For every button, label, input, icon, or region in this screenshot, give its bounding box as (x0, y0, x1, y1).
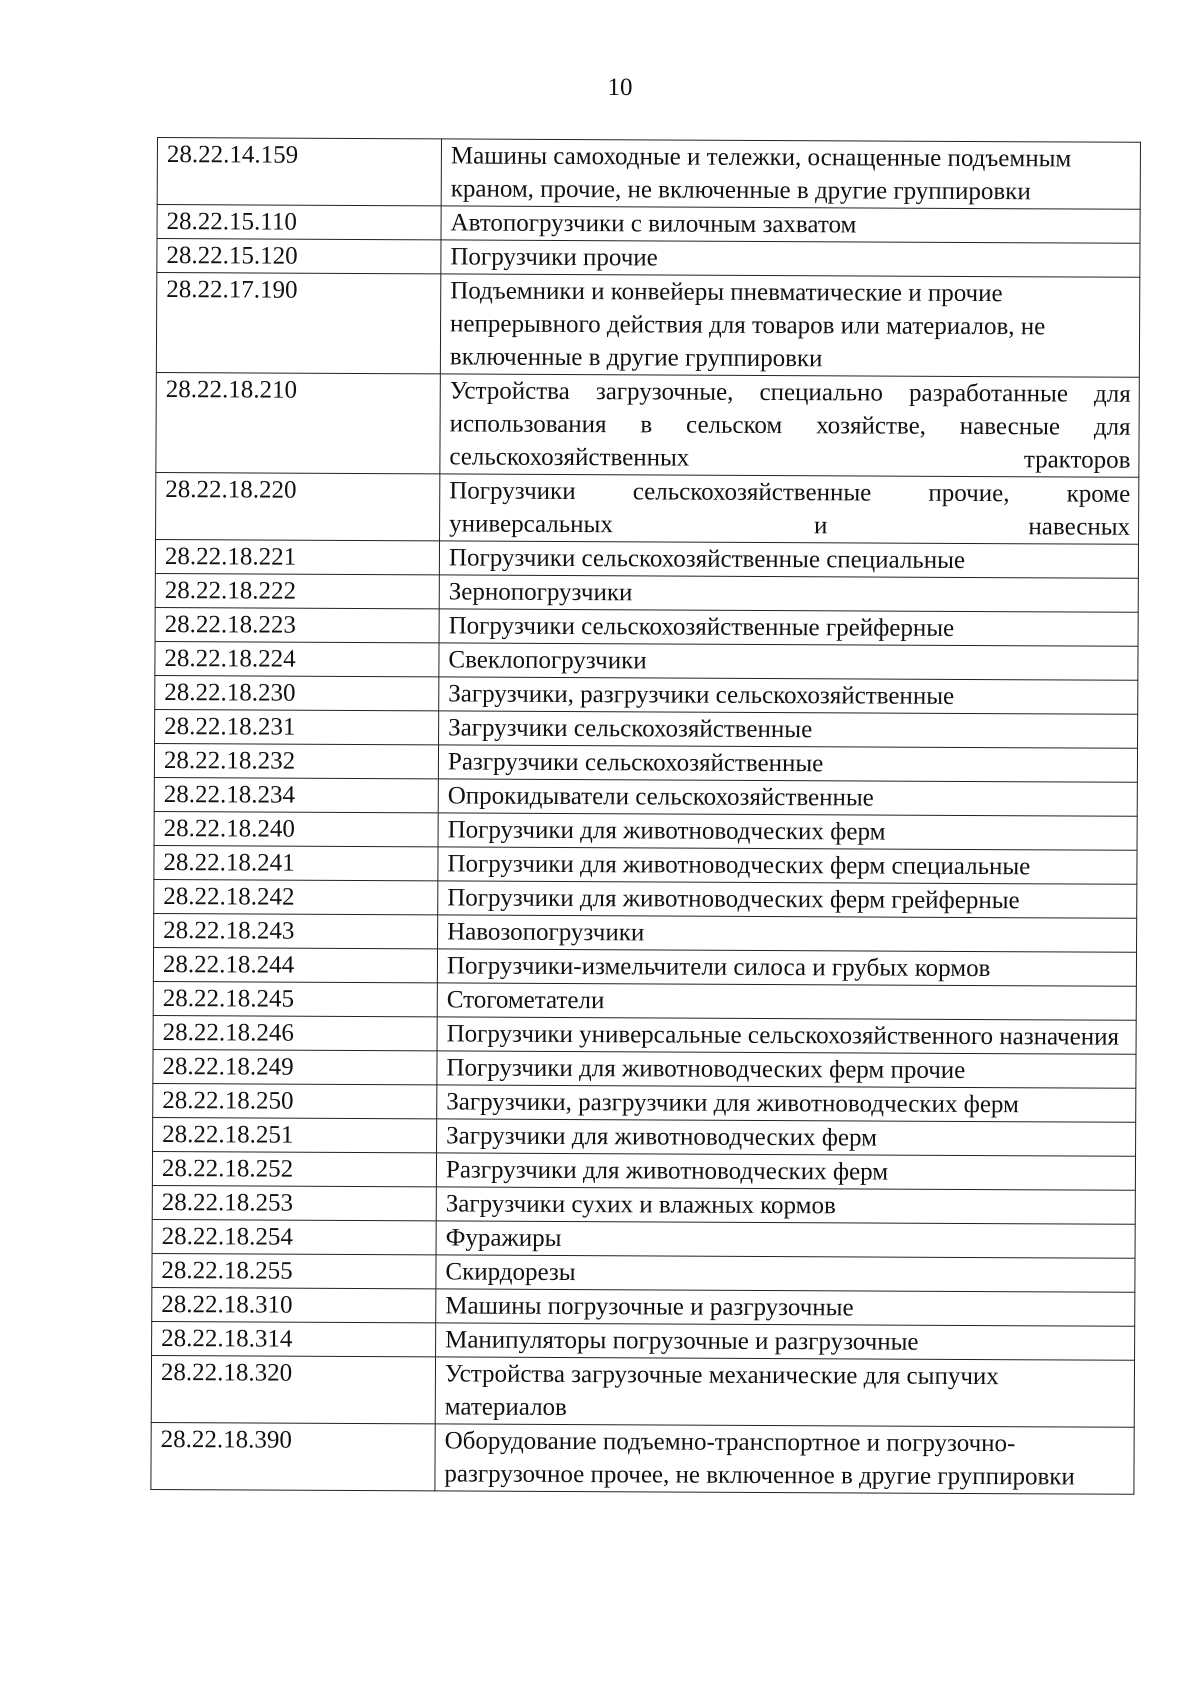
name-cell: Скирдорезы (436, 1255, 1135, 1292)
code-cell: 28.22.18.232 (154, 743, 438, 778)
table-row (154, 743, 1137, 782)
name-cell: Разгрузчики сельскохозяйственные (438, 745, 1137, 782)
table-row (154, 913, 1137, 952)
table-row (154, 845, 1137, 884)
code-cell: 28.22.18.314 (152, 1321, 436, 1356)
table-row (154, 879, 1137, 918)
name-cell: Подъемники и конвейеры пневматические и прочие непрерывного действия для товаров или материалов, не включенные в другие группировки (440, 274, 1139, 377)
table-row (157, 205, 1140, 244)
name-cell: Фуражиры (436, 1221, 1135, 1258)
name-cell: Загрузчики, разгрузчики для животноводческих ферм (437, 1085, 1136, 1122)
code-cell: 28.22.18.244 (153, 947, 437, 982)
table-row (157, 138, 1140, 210)
table-row (154, 811, 1137, 850)
name-cell: Погрузчики для животноводческих ферм специальные (438, 847, 1137, 884)
code-cell: 28.22.18.253 (152, 1185, 436, 1220)
code-cell: 28.22.18.231 (155, 709, 439, 744)
table-row (155, 675, 1138, 714)
code-cell: 28.22.18.254 (152, 1219, 436, 1254)
code-cell: 28.22.18.249 (153, 1049, 437, 1084)
name-cell: Устройства загрузочные, специально разработанные для использования в сельском хозяйстве, навесные для сельскохозяйственных тракторов (440, 374, 1139, 477)
name-cell: Погрузчики для животноводческих ферм прочие (437, 1051, 1136, 1088)
name-cell: Манипуляторы погрузочные и разгрузочные (436, 1323, 1135, 1360)
table-row (153, 1083, 1136, 1122)
name-cell: Машины погрузочные и разгрузочные (436, 1289, 1135, 1326)
code-cell: 28.22.18.221 (155, 539, 439, 574)
table-row (152, 1151, 1135, 1190)
name-cell: Автопогрузчики с вилочным захватом (441, 206, 1140, 243)
code-cell: 28.22.18.320 (151, 1355, 435, 1423)
table-row (152, 1287, 1135, 1326)
table-row (153, 1049, 1136, 1088)
code-cell: 28.22.18.223 (155, 607, 439, 642)
page-number: 10 (607, 74, 633, 101)
table-body (151, 138, 1141, 1495)
code-cell: 28.22.18.242 (154, 879, 438, 914)
name-cell: Загрузчики для животноводческих ферм (437, 1119, 1136, 1156)
code-cell: 28.22.18.230 (155, 675, 439, 710)
name-cell: Погрузчики-измельчители силоса и грубых кормов (437, 949, 1136, 986)
code-cell: 28.22.18.310 (152, 1287, 436, 1322)
table-row (155, 573, 1138, 612)
table-row (156, 273, 1139, 378)
name-cell: Опрокидыватели сельскохозяйственные (438, 779, 1137, 816)
code-cell: 28.22.18.222 (155, 573, 439, 608)
table-row (156, 472, 1139, 544)
code-cell: 28.22.18.251 (153, 1117, 437, 1152)
table-row (155, 709, 1138, 748)
table-row (152, 1185, 1135, 1224)
code-cell: 28.22.18.234 (154, 777, 438, 812)
name-cell: Загрузчики, разгрузчики сельскохозяйственные (439, 677, 1138, 714)
name-cell: Зернопогрузчики (439, 575, 1138, 612)
name-cell: Загрузчики сельскохозяйственные (439, 711, 1138, 748)
table-row (155, 641, 1138, 680)
code-cell: 28.22.18.246 (153, 1015, 437, 1050)
code-cell: 28.22.15.110 (157, 205, 441, 240)
name-cell: Погрузчики сельскохозяйственные специальные (439, 541, 1138, 578)
table-row (155, 539, 1138, 578)
table-row (157, 239, 1140, 278)
code-cell: 28.22.18.252 (152, 1151, 436, 1186)
name-cell: Свеклопогрузчики (439, 643, 1138, 680)
name-cell: Погрузчики прочие (441, 240, 1140, 277)
name-cell: Погрузчики для животноводческих ферм грейферные (438, 881, 1137, 918)
code-cell: 28.22.18.220 (156, 472, 440, 540)
name-cell: Погрузчики сельскохозяйственные грейферные (439, 609, 1138, 646)
name-cell: Оборудование подъемно-транспортное и погрузочно-разгрузочное прочее, не включенное в другие группировки (435, 1424, 1134, 1494)
table-row (153, 1117, 1136, 1156)
table-row (156, 372, 1139, 477)
table-row (153, 981, 1136, 1020)
table-row (154, 777, 1137, 816)
code-cell: 28.22.18.245 (153, 981, 437, 1016)
name-cell: Загрузчики сухих и влажных кормов (436, 1187, 1135, 1224)
table-row (152, 1253, 1135, 1292)
table-row (151, 1422, 1134, 1494)
name-cell: Устройства загрузочные механические для сыпучих материалов (435, 1357, 1134, 1427)
name-cell: Разгрузчики для животноводческих ферм (436, 1153, 1135, 1190)
name-cell: Машины самоходные и тележки, оснащенные подъемным краном, прочие, не включенные в другие группировки (441, 139, 1140, 209)
code-cell: 28.22.15.120 (157, 239, 441, 274)
table-row (153, 947, 1136, 986)
code-cell: 28.22.18.255 (152, 1253, 436, 1288)
code-cell: 28.22.17.190 (156, 273, 440, 374)
name-cell: Погрузчики для животноводческих ферм (438, 813, 1137, 850)
name-cell: Погрузчики сельскохозяйственные прочие, кроме универсальных и навесных (440, 474, 1139, 544)
code-cell: 28.22.18.224 (155, 641, 439, 676)
code-cell: 28.22.18.243 (154, 913, 438, 948)
code-cell: 28.22.14.159 (157, 138, 441, 206)
name-cell: Навозопогрузчики (438, 915, 1137, 952)
name-cell: Стогометатели (437, 983, 1136, 1020)
table-row (155, 607, 1138, 646)
code-cell: 28.22.18.210 (156, 372, 440, 473)
code-cell: 28.22.18.390 (151, 1422, 435, 1490)
okpd-code-table (150, 137, 1141, 1495)
table-row (151, 1355, 1134, 1427)
code-cell: 28.22.18.250 (153, 1083, 437, 1118)
table-row (152, 1219, 1135, 1258)
table-row (153, 1015, 1136, 1054)
code-cell: 28.22.18.240 (154, 811, 438, 846)
table-row (152, 1321, 1135, 1360)
name-cell: Погрузчики универсальные сельскохозяйственного назначения (437, 1017, 1136, 1054)
code-cell: 28.22.18.241 (154, 845, 438, 880)
